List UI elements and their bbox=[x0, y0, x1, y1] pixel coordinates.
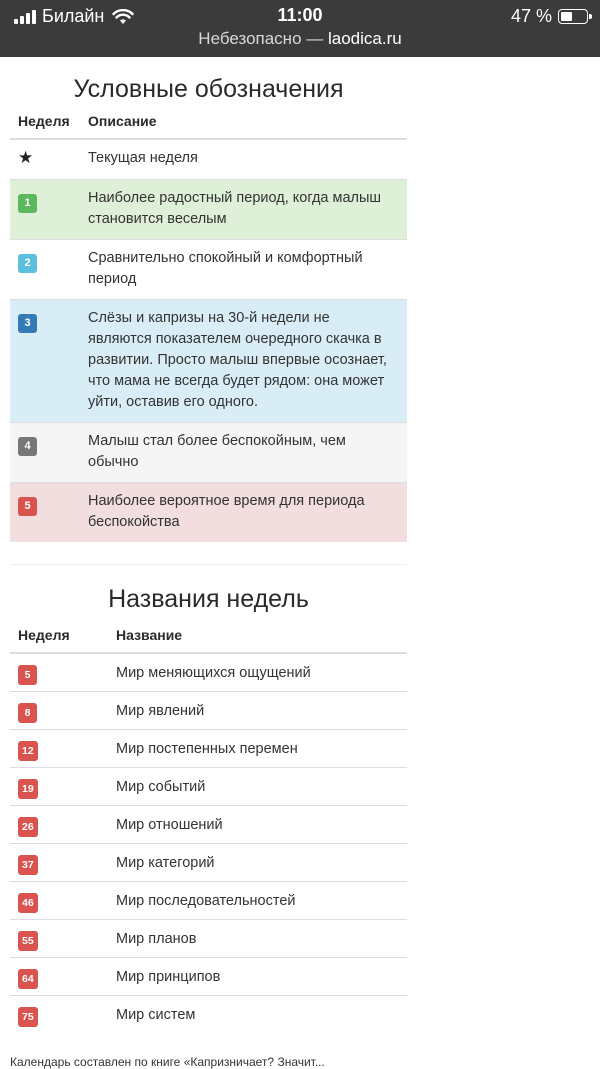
legend-description: Слёзы и капризы на 30-й недели не являются показателем очередного скачка в развитии. Просто малыш впервые осознает, что мама не всегда будет рядом: она может уйти, оставив его одного. bbox=[88, 300, 407, 423]
address-bar[interactable] bbox=[0, 29, 600, 49]
table-row bbox=[10, 995, 407, 1033]
week-badge: 5 bbox=[18, 497, 37, 516]
legend-table bbox=[10, 109, 407, 542]
carrier-name: Билайн bbox=[42, 6, 105, 26]
star-icon: ★ bbox=[18, 148, 34, 167]
table-row bbox=[10, 881, 407, 919]
page-content bbox=[10, 57, 407, 1033]
table-row bbox=[10, 729, 407, 767]
weeks-header-row bbox=[10, 619, 407, 653]
week-badge: 12 bbox=[18, 741, 38, 761]
table-row bbox=[10, 767, 407, 805]
weeks-table bbox=[10, 619, 407, 1033]
legend-description: Текущая неделя bbox=[88, 139, 407, 180]
legend-header-description: Описание bbox=[88, 109, 407, 139]
week-badge: 5 bbox=[18, 665, 37, 685]
table-row bbox=[10, 919, 407, 957]
battery-percent: 47 % bbox=[510, 6, 552, 26]
week-badge: 64 bbox=[18, 969, 38, 989]
table-row bbox=[10, 957, 407, 995]
battery-fill bbox=[561, 12, 572, 21]
week-name: Мир явлений bbox=[116, 691, 407, 729]
legend-header-row bbox=[10, 109, 407, 139]
week-badge: 4 bbox=[18, 437, 37, 456]
week-badge: 8 bbox=[18, 703, 37, 723]
legend-description: Наиболее вероятное время для периода беспокойства bbox=[88, 483, 407, 543]
week-name: Мир событий bbox=[116, 767, 407, 805]
legend-row-current bbox=[10, 139, 407, 180]
week-name: Мир меняющихся ощущений bbox=[116, 653, 407, 691]
legend-row-1 bbox=[10, 180, 407, 240]
section-divider bbox=[10, 564, 407, 565]
status-right bbox=[511, 6, 588, 27]
legend-row-5 bbox=[10, 483, 407, 543]
url-domain: laodica.ru bbox=[327, 29, 402, 48]
battery-icon bbox=[558, 9, 588, 24]
week-name: Мир планов bbox=[116, 919, 407, 957]
weeks-header-week: Неделя bbox=[10, 619, 116, 653]
table-row bbox=[10, 843, 407, 881]
clock: 11:00 bbox=[277, 5, 323, 25]
legend-row-2 bbox=[10, 240, 407, 300]
week-badge: 1 bbox=[18, 194, 37, 213]
week-badge: 19 bbox=[18, 779, 38, 799]
table-row bbox=[10, 805, 407, 843]
table-row bbox=[10, 691, 407, 729]
legend-description: Сравнительно спокойный и комфортный период bbox=[88, 240, 407, 300]
weeks-title: Названия недель bbox=[108, 585, 309, 613]
browser-status-bar bbox=[0, 0, 600, 57]
footer-note: Календарь составлен по книге «Капризничает? Значит... bbox=[10, 1055, 325, 1069]
week-badge: 37 bbox=[18, 855, 38, 875]
week-name: Мир категорий bbox=[116, 843, 407, 881]
week-badge: 26 bbox=[18, 817, 38, 837]
week-badge: 2 bbox=[18, 254, 37, 273]
legend-header-week: Неделя bbox=[10, 109, 88, 139]
week-badge: 3 bbox=[18, 314, 37, 333]
week-badge: 75 bbox=[18, 1007, 38, 1027]
legend-row-3 bbox=[10, 300, 407, 423]
week-badge: 46 bbox=[18, 893, 38, 913]
week-name: Мир систем bbox=[116, 995, 407, 1033]
week-name: Мир последовательностей bbox=[116, 881, 407, 919]
weeks-header-name: Название bbox=[116, 619, 407, 653]
week-name: Мир принципов bbox=[116, 957, 407, 995]
security-label: Небезопасно — bbox=[198, 29, 324, 48]
legend-description: Малыш стал более беспокойным, чем обычно bbox=[88, 423, 407, 483]
week-name: Мир постепенных перемен bbox=[116, 729, 407, 767]
table-row bbox=[10, 653, 407, 691]
legend-row-4 bbox=[10, 423, 407, 483]
legend-title: Условные обозначения bbox=[73, 75, 344, 103]
week-name: Мир отношений bbox=[116, 805, 407, 843]
week-badge: 55 bbox=[18, 931, 38, 951]
legend-description: Наиболее радостный период, когда малыш становится веселым bbox=[88, 180, 407, 240]
